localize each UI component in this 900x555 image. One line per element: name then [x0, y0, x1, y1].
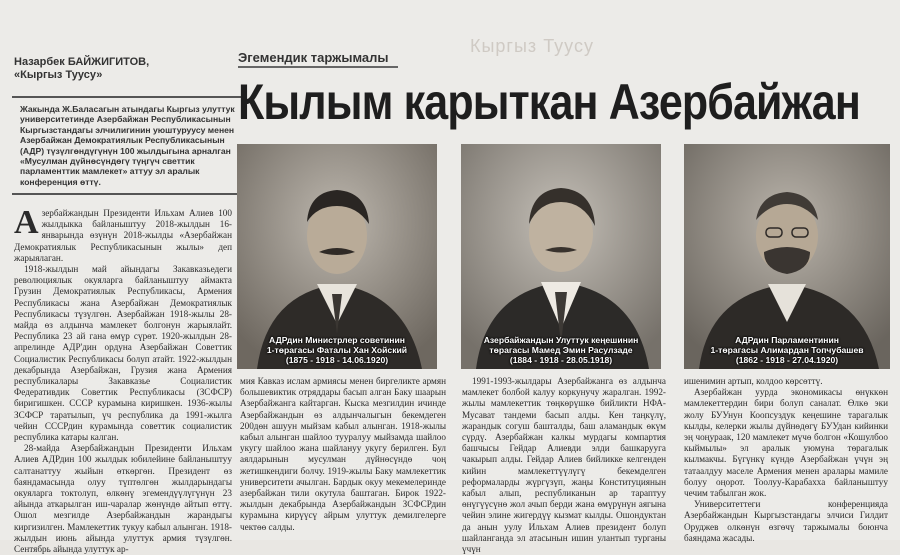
col1-paragraph-3: 28-майда Азербайжандын Президенти Ильхам Алиев АДРдин 100 жылдык юбилейине байланыштуу салтанаттуу жыйын өткөргөн. Президент өз баяндамасында олуу түптөлгөн жылдарындагы окуяларга токтолуп, өлкөнү эгемендүүлүгүнүн 23 айында аткарылган иш-чаралар жөнүндө айтып өттү. Ошол мезгилде Азербайжандын жарандыгы киргизилген. Мамлекеттик тукуу кабыл алынган. 1918-жылдын июнь айында улуттук армия түзүлгөн. Сентябрь айында улуттук ар- [14, 443, 232, 555]
bleed-through-text: Кыргыз Туусу [470, 36, 594, 56]
drop-cap: А [14, 204, 39, 241]
portrait-photo-1 [237, 144, 437, 369]
author-block [14, 56, 234, 82]
portrait-caption-3: АДРдин Парламентинин 1-төрагасы Алимардан Топчубашев (1862 - 1918 - 27.04.1920) [710, 335, 864, 365]
col1-paragraph-2: 1918-жылдын май айындагы Закавказьедеги революциялык окуяларга байланыштуу аймакта Грузин Демократиялык Республикасы, Армения Республикасы жана Азербайжан Демократиялык Республикасы түзүлгөн. Азербайжан 1918-жылы 28-майда өз алдынча мамлекет болгонун жарыялайт. Республика 23 ай гана өмүр сүрөт. 1920-жылдын 28-апрелинде АДР'дин ордуна Азербайжан Советтик Социалистик Республикасы болуп атайт. 1922-жылдын декабрында Азербайжан, Грузия жана Армения республикалары Закавказье Социалистик Федеративдик Советтик Республикасы (ЗСФСР) биригишкен. СССР курамына киришкен. 1936-жылы ЗСФСР таратылып, үч республика да 1991-жылга чейин СССРдин курамында советтик социалистик республика катары калган. [14, 264, 232, 443]
col4-paragraph-1: ишенимин артып, колдоо көрсөттү. [684, 376, 823, 386]
author-name: Назарбек БАЙЖИГИТОВ, [14, 56, 150, 68]
col1-paragraph-1: зербайжандын Президенти Ильхам Алиев 100 жылдыкка байланыштуу 2018-жылдын 16-январында өзүнүн 2018-жылды «Азербайжан Демократиялык Республикасынын жылы» деп жарыялаган. [14, 208, 232, 263]
page-headline: Кылым карыткан Азербайжан [238, 74, 860, 130]
portrait-photo-2 [461, 144, 661, 369]
col4-paragraph-3: Университеттеги конференцияда Азербайжандын Кыргызстандагы элчиси Гилдит Оруджев олкөнүн өзгөчү таржымалы боюнча баяндама жасады. [684, 499, 888, 543]
col3-paragraph: 1991-1993-жылдары Азербайжанга өз алдынча мамлекет болбой калуу коркунучу жаралган. 1992-жылы мамлекеттик төңкөрүшкө бийликти НФА-Мусават тандеми басып алды. Кен таңкүлү, жарандык согуш башталды, баш аламандык өкүм сүрдү. Азербайжан калкы мурдагы компартия башчысы Гейдар Алиевди элди башкарууга чакырып алды. Гейдар Алиев бийликке келгенден кийин мамлекеттүүлүгү бекемделген реформаларды жүргүзүп, жаңы Конституциянын кабыл алып, республиканын ар тараптуу өнүгүүсүнө жол ачып берди жана өмүрүнүн аягына чейин элине жигердүү кызмат кылды. Ошондуктан да анын уулу Ильхам Алиев президент болуп шайланганда эл атасынын ишин улантып турганы үчүн [462, 376, 666, 555]
rubric-label: Эгемендик таржымалы [238, 50, 389, 65]
article-column-1 [14, 204, 232, 555]
rubric-underline [238, 66, 398, 68]
col4-paragraph-2: Азербайжан уурда экономикасы өнүккөн мамлекеттердин бири болуп саналат. Өлкө эки жолу БУУнун Коопсуздук кеңешине тарагалык кылды, келерки жылы дүйнөдөгү БУУдан кийинки эң чоңураак, 120 мамлекет мүчө болгон «Кошулбоо кыймылы» эл аралык уюмуна төрагалык кылмакчы. Бүгүнкү күндө Азербайжан үчүн эң татаалдуу маселе Армения менен аралары мамиле болуу оңорот. Тоолуу-Карабахха байланыштуу чечим табылган жок. [684, 387, 888, 499]
col2-paragraph: мия Кавказ ислам армиясы менен биргеликте армян большевиктик отряддары басып алган Баку шаарын Азербайжанга кайтарган. Кыска мезгилдин ичинде Азербайжандын өз алдынчалыгын бекемдеген 200дөн ашуун мыйзам кабыл алынган. 1918-жылы кабыл алынган шайлоо тууралуу мыйзамда шайлоо укугу шайлоо жана шайлануу укугу берилген. Бул аялдарынын мусулман дүйнөсүндө чоң жетишкендиги болчу. 1919-жылы Баку мамлекеттик университети ачылган. Бардык окуу мекемелеринде азербайжан тили окутула баштаган. Бирок 1922-жылдын декабрында Азербайжандын ЗСФСРдин курамына кирүүсү айрым улуттук демилгелерге чектөө салды. [240, 376, 446, 532]
portrait-caption-2: Азербайжандын Улуттук кеңешинин төрагасы Мамед Эмин Расулзаде (1884 - 1918 - 28.05.1918) [483, 335, 639, 365]
article-column-3 [462, 376, 666, 555]
article-column-4 [684, 376, 888, 543]
article-column-2 [240, 376, 446, 536]
portrait-photo-3 [684, 144, 890, 369]
lead-paragraph: Жакында Ж.Баласагын атындагы Кыргыз улуттук университетинде Азербайжан Республикасынын Кыргызстандагы элчилигинин уюштуруусу менен Азербайжан Демократиялык Республикасынын (АДР) түзүлгөндүгүнүн 100 жылдыгына арналган «Мусулман дүйнөсүндөгү түңгүч светтик парламенттик мамлекет» аттуу эл аралык конференция өттү. [12, 96, 242, 195]
author-outlet: «Кыргыз Туусу» [14, 69, 103, 81]
portrait-caption-1: АДРдин Министрлер советинин 1-төрагасы Фаталы Хан Хойский (1875 - 1918 - 14.06.1920) [266, 335, 408, 365]
